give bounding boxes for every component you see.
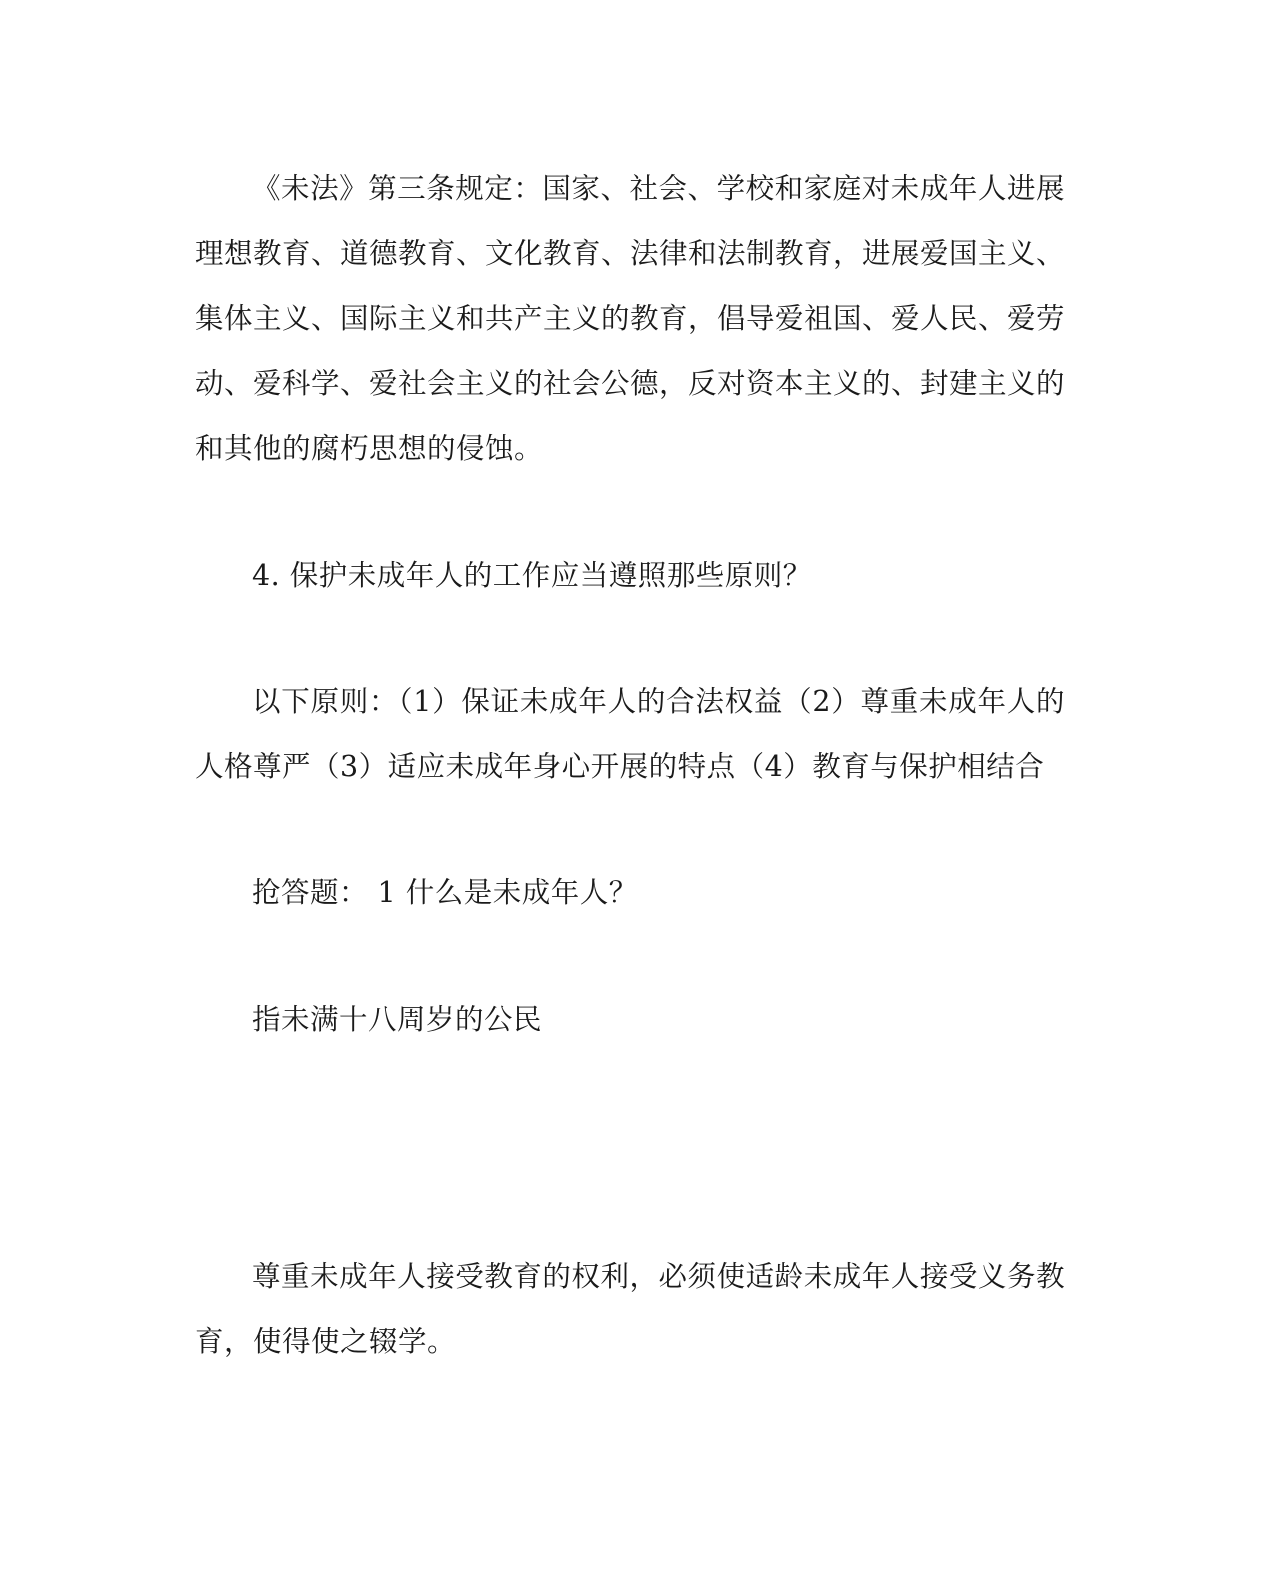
paragraph-article-three: 《未法》第三条规定：国家、社会、学校和家庭对未成年人进展理想教育、道德教育、文化教育、法律和法制教育，进展爱国主义、集体主义、国际主义和共产主义的教育，倡导爱祖国、爱人民、爱劳动、爱科学、爱社会主义的社会公德，反对资本主义的、封建主义的和其他的腐朽思想的侵蚀。 (195, 172, 1066, 465)
paragraph-education-right: 尊重未成年人接受教育的权利，必须使适龄未成年人接受义务教育，使得使之辍学。 (195, 1260, 1065, 1358)
quiz-answer-one: 指未满十八周岁的公民 (252, 1003, 543, 1036)
quiz-question-one: 抢答题： 1 什么是未成年人？ (252, 876, 638, 909)
paragraph-principles: 以下原则：（1）保证未成年人的合法权益（2）尊重未成年人的人格尊严（3）适应未成年身心开展的特点（4）教育与保护相结合 (195, 685, 1065, 783)
question-four-heading: 4. 保护未成年人的工作应当遵照那些原则？ (252, 559, 812, 592)
